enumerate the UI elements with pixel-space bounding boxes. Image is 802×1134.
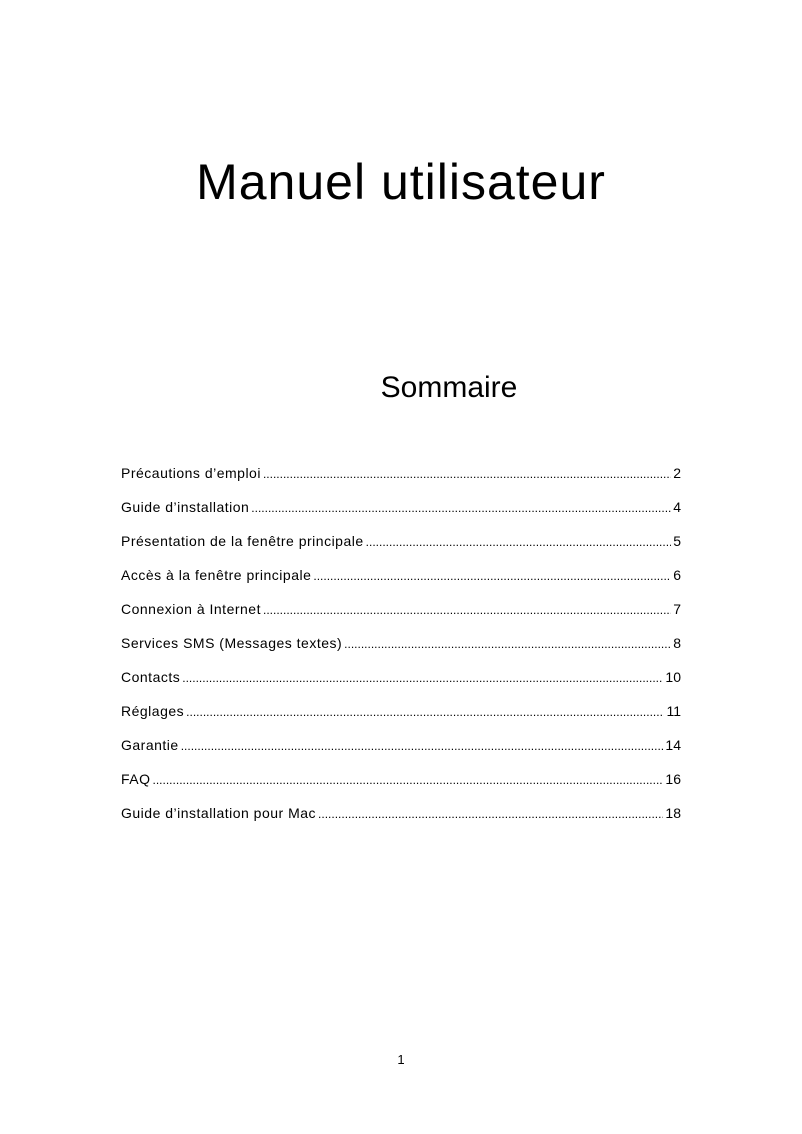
toc-dot-leader <box>366 531 672 552</box>
toc-entry-acces[interactable] <box>121 565 681 599</box>
toc-heading: Sommaire <box>380 371 518 404</box>
toc-entry-page: 4 <box>673 499 681 515</box>
toc-entry-label: Guide d’installation <box>121 499 250 515</box>
toc-dot-leader <box>181 735 664 756</box>
toc-entry-label: Présentation de la fenêtre principale <box>121 533 364 549</box>
toc-entry-label: FAQ <box>121 771 151 787</box>
toc-entry-page: 8 <box>673 635 681 651</box>
toc-dot-leader <box>318 803 663 824</box>
toc-dot-leader <box>313 565 671 586</box>
toc-entry-page: 14 <box>665 737 681 753</box>
toc-entry-faq[interactable] <box>121 769 681 803</box>
toc-entry-label: Réglages <box>121 703 185 719</box>
toc-dot-leader <box>263 463 671 484</box>
toc-entry-label: Accès à la fenêtre principale <box>121 567 312 583</box>
table-of-contents <box>121 463 681 837</box>
toc-dot-leader <box>251 497 671 518</box>
toc-entry-label: Garantie <box>121 737 179 753</box>
toc-entry-page: 10 <box>665 669 681 685</box>
toc-entry-sms[interactable] <box>121 633 681 667</box>
toc-entry-page: 5 <box>673 533 681 549</box>
toc-entry-guide-installation[interactable] <box>121 497 681 531</box>
toc-dot-leader <box>263 599 671 620</box>
toc-entry-garantie[interactable] <box>121 735 681 769</box>
toc-dot-leader <box>186 701 664 722</box>
toc-dot-leader <box>344 633 671 654</box>
toc-entry-connexion[interactable] <box>121 599 681 633</box>
toc-entry-label: Services SMS (Messages textes) <box>121 635 343 651</box>
toc-entry-page: 11 <box>666 703 681 719</box>
toc-entry-label: Connexion à Internet <box>121 601 261 617</box>
toc-dot-leader <box>182 667 663 688</box>
page-number: 1 <box>397 1052 405 1067</box>
toc-entry-guide-mac[interactable] <box>121 803 681 837</box>
toc-entry-label: Guide d’installation pour Mac <box>121 805 317 821</box>
toc-entry-page: 18 <box>665 805 681 821</box>
toc-entry-label: Contacts <box>121 669 181 685</box>
toc-entry-contacts[interactable] <box>121 667 681 701</box>
document-title: Manuel utilisateur <box>196 154 606 210</box>
toc-entry-label: Précautions d’emploi <box>121 465 261 481</box>
toc-entry-precautions[interactable] <box>121 463 681 497</box>
toc-entry-page: 16 <box>665 771 681 787</box>
toc-dot-leader <box>153 769 664 790</box>
toc-entry-presentation[interactable] <box>121 531 681 565</box>
toc-entry-page: 6 <box>673 567 681 583</box>
toc-entry-page: 7 <box>673 601 681 617</box>
toc-entry-page: 2 <box>673 465 681 481</box>
toc-entry-reglages[interactable] <box>121 701 681 735</box>
